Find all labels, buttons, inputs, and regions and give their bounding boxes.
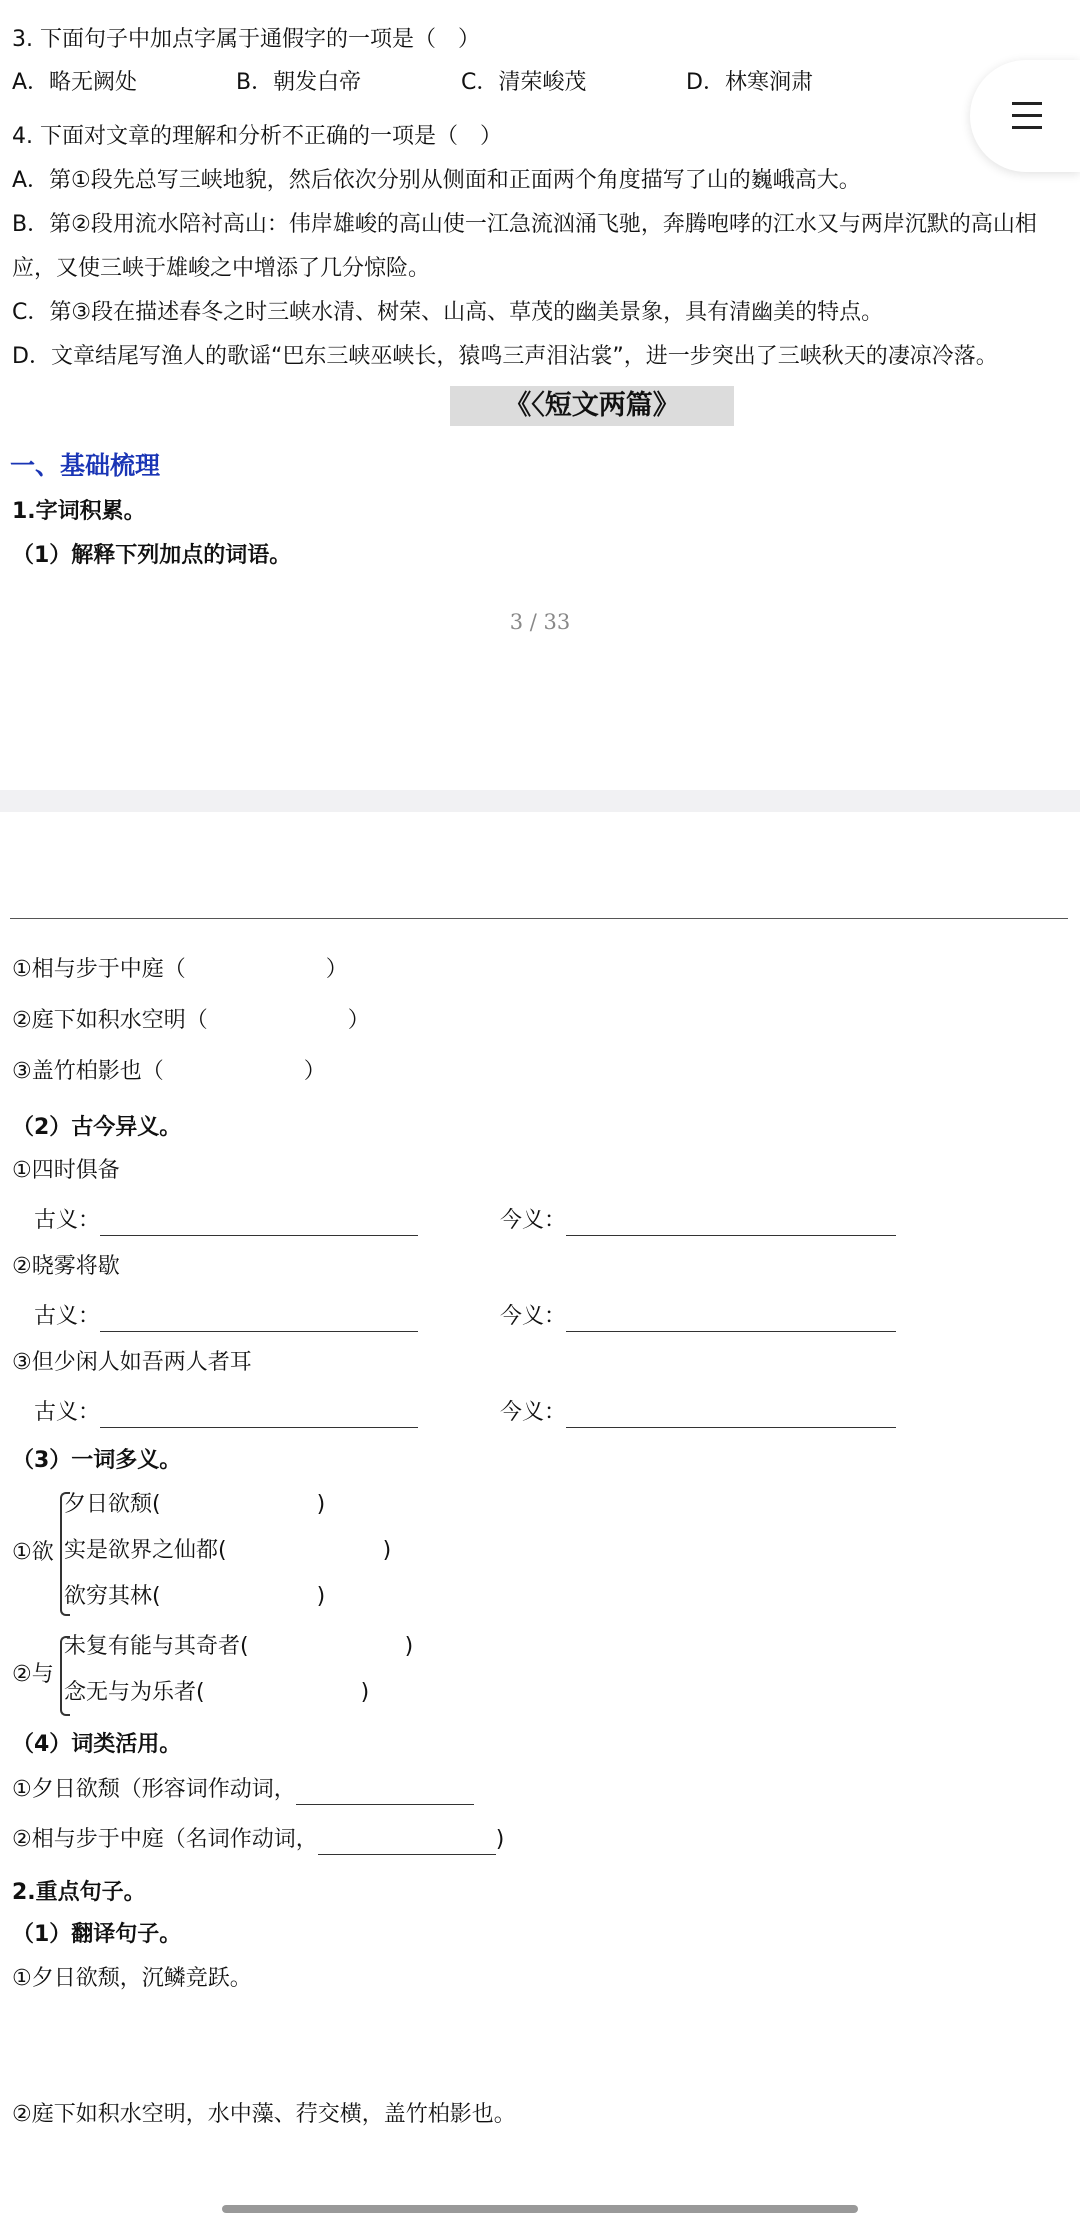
gu-blank[interactable]: [100, 1403, 418, 1428]
gujin-row-1: [34, 1206, 418, 1236]
yu-item-2: [64, 1536, 391, 1566]
huoyong-2: [12, 1825, 504, 1855]
huoyong-text: ①夕日欲颓（形容词作动词，: [12, 1777, 296, 1802]
menu-icon: [1012, 102, 1042, 105]
close-paren: ）: [325, 957, 348, 982]
yu-item-1: [64, 1490, 325, 1520]
huoyong-blank[interactable]: [296, 1780, 474, 1805]
jin-blank[interactable]: [566, 1307, 896, 1332]
item-1-1-heading: （1）解释下列加点的词语。: [12, 543, 292, 568]
paren: ): [404, 1634, 414, 1659]
item-1-2-heading: （2）古今异义。: [12, 1115, 182, 1140]
paren: ): [360, 1680, 370, 1705]
yu2-text: 念无与为乐者(: [64, 1680, 205, 1705]
page-gap: [0, 790, 1080, 812]
item-1-4-heading: （4）词类活用。: [12, 1732, 182, 1757]
huoyong-1: [12, 1775, 474, 1805]
gujin-row-2: [34, 1302, 418, 1332]
jin-blank[interactable]: [566, 1211, 896, 1236]
yu2-item-2: [64, 1678, 369, 1708]
home-indicator[interactable]: [222, 2205, 858, 2213]
yu-text: 实是欲界之仙都(: [64, 1538, 227, 1563]
q3-option-a: A．略无阙处: [12, 70, 138, 95]
paren: ): [382, 1538, 392, 1563]
gujin-row-2-jin: [500, 1302, 896, 1332]
item-1-3-heading: （3）一词多义。: [12, 1448, 182, 1473]
document-page-3: [0, 0, 1080, 790]
yu-text: 欲穷其林(: [64, 1584, 161, 1609]
item-2-heading: 2.重点句子。: [12, 1880, 146, 1905]
gu-label: 古义：: [34, 1304, 101, 1329]
huoyong-text: ②相与步于中庭（名词作动词，: [12, 1827, 318, 1852]
yu2-item-1: [64, 1632, 413, 1662]
explain-item-3: [12, 1057, 326, 1087]
menu-icon-bar: [1012, 126, 1042, 129]
gu-label: 古义：: [34, 1208, 101, 1233]
explain-text: ②庭下如积水空明（: [12, 1008, 208, 1033]
jin-blank[interactable]: [566, 1403, 896, 1428]
item-1-heading: 1.字词积累。: [12, 499, 146, 524]
page-number: 3 / 33: [509, 610, 571, 634]
gujin-row-1-jin: [500, 1206, 896, 1236]
jin-label: 今义：: [500, 1304, 567, 1329]
gu-blank[interactable]: [100, 1307, 418, 1332]
q3-option-b: B．朝发白帝: [236, 70, 362, 95]
gu-blank[interactable]: [100, 1211, 418, 1236]
q4-option-c: C．第③段在描述春冬之时三峡水清、树荣、山高、草茂的幽美景象，具有清幽美的特点。: [12, 300, 884, 325]
gu-label: 古义：: [34, 1400, 101, 1425]
menu-icon-bar: [1012, 114, 1042, 117]
close-paren: ）: [303, 1059, 326, 1084]
gujin-phrase-3: ③但少闲人如吾两人者耳: [12, 1350, 252, 1375]
question-4: 4. 下面对文章的理解和分析不正确的一项是（ ）: [12, 124, 502, 149]
question-3: 3. 下面句子中加点字属于通假字的一项是（ ）: [12, 27, 480, 52]
close-paren: ）: [347, 1008, 370, 1033]
gujin-row-3-jin: [500, 1398, 896, 1428]
explain-item-1: [12, 955, 348, 985]
paren: ): [495, 1827, 505, 1852]
explain-text: ①相与步于中庭（: [12, 957, 186, 982]
yu-item-3: [64, 1582, 325, 1612]
q4-option-d: D．文章结尾写渔人的歌谣“巴东三峡巫峡长，猿鸣三声泪沾裳”，进一步突出了三峡秋天的凄凉冷落。: [12, 344, 998, 369]
q4-option-b-line2: 应，又使三峡于雄峻之中增添了几分惊险。: [12, 256, 431, 281]
item-2-1-heading: （1）翻译句子。: [12, 1922, 182, 1947]
q4-option-b-line1: B．第②段用流水陪衬高山：伟岸雄峻的高山使一江急流汹涌飞驰，奔腾咆哮的江水又与两岸沉默的高山相: [12, 212, 1037, 237]
sentence-2: ②庭下如积水空明，水中藻、荇交横，盖竹柏影也。: [12, 2102, 516, 2127]
gujin-phrase-2: ②晓雾将歇: [12, 1254, 120, 1279]
gujin-row-3: [34, 1398, 418, 1428]
paren: ): [316, 1492, 326, 1517]
yu-text: 夕日欲颓(: [64, 1492, 161, 1517]
article-title: 《〈短文两篇》: [450, 386, 734, 426]
q3-option-c: C．清荣峻茂: [461, 70, 587, 95]
top-rule: [10, 918, 1068, 919]
jin-label: 今义：: [500, 1208, 567, 1233]
explain-item-2: [12, 1006, 370, 1036]
menu-button[interactable]: [970, 60, 1080, 172]
yu-label: ①欲: [12, 1540, 54, 1565]
gujin-phrase-1: ①四时俱备: [12, 1158, 120, 1183]
jin-label: 今义：: [500, 1400, 567, 1425]
explain-text: ③盖竹柏影也（: [12, 1059, 164, 1084]
paren: ): [316, 1584, 326, 1609]
huoyong-blank[interactable]: [318, 1830, 496, 1855]
sentence-1: ①夕日欲颓，沉鳞竞跃。: [12, 1966, 252, 1991]
yu2-text: 未复有能与其奇者(: [64, 1634, 249, 1659]
section-heading: 一、基础梳理: [10, 451, 161, 480]
yu2-label: ②与: [12, 1662, 54, 1687]
q3-option-d: D．林寒涧肃: [686, 70, 813, 95]
q4-option-a: A．第①段先总写三峡地貌，然后依次分别从侧面和正面两个角度描写了山的巍峨高大。: [12, 168, 861, 193]
